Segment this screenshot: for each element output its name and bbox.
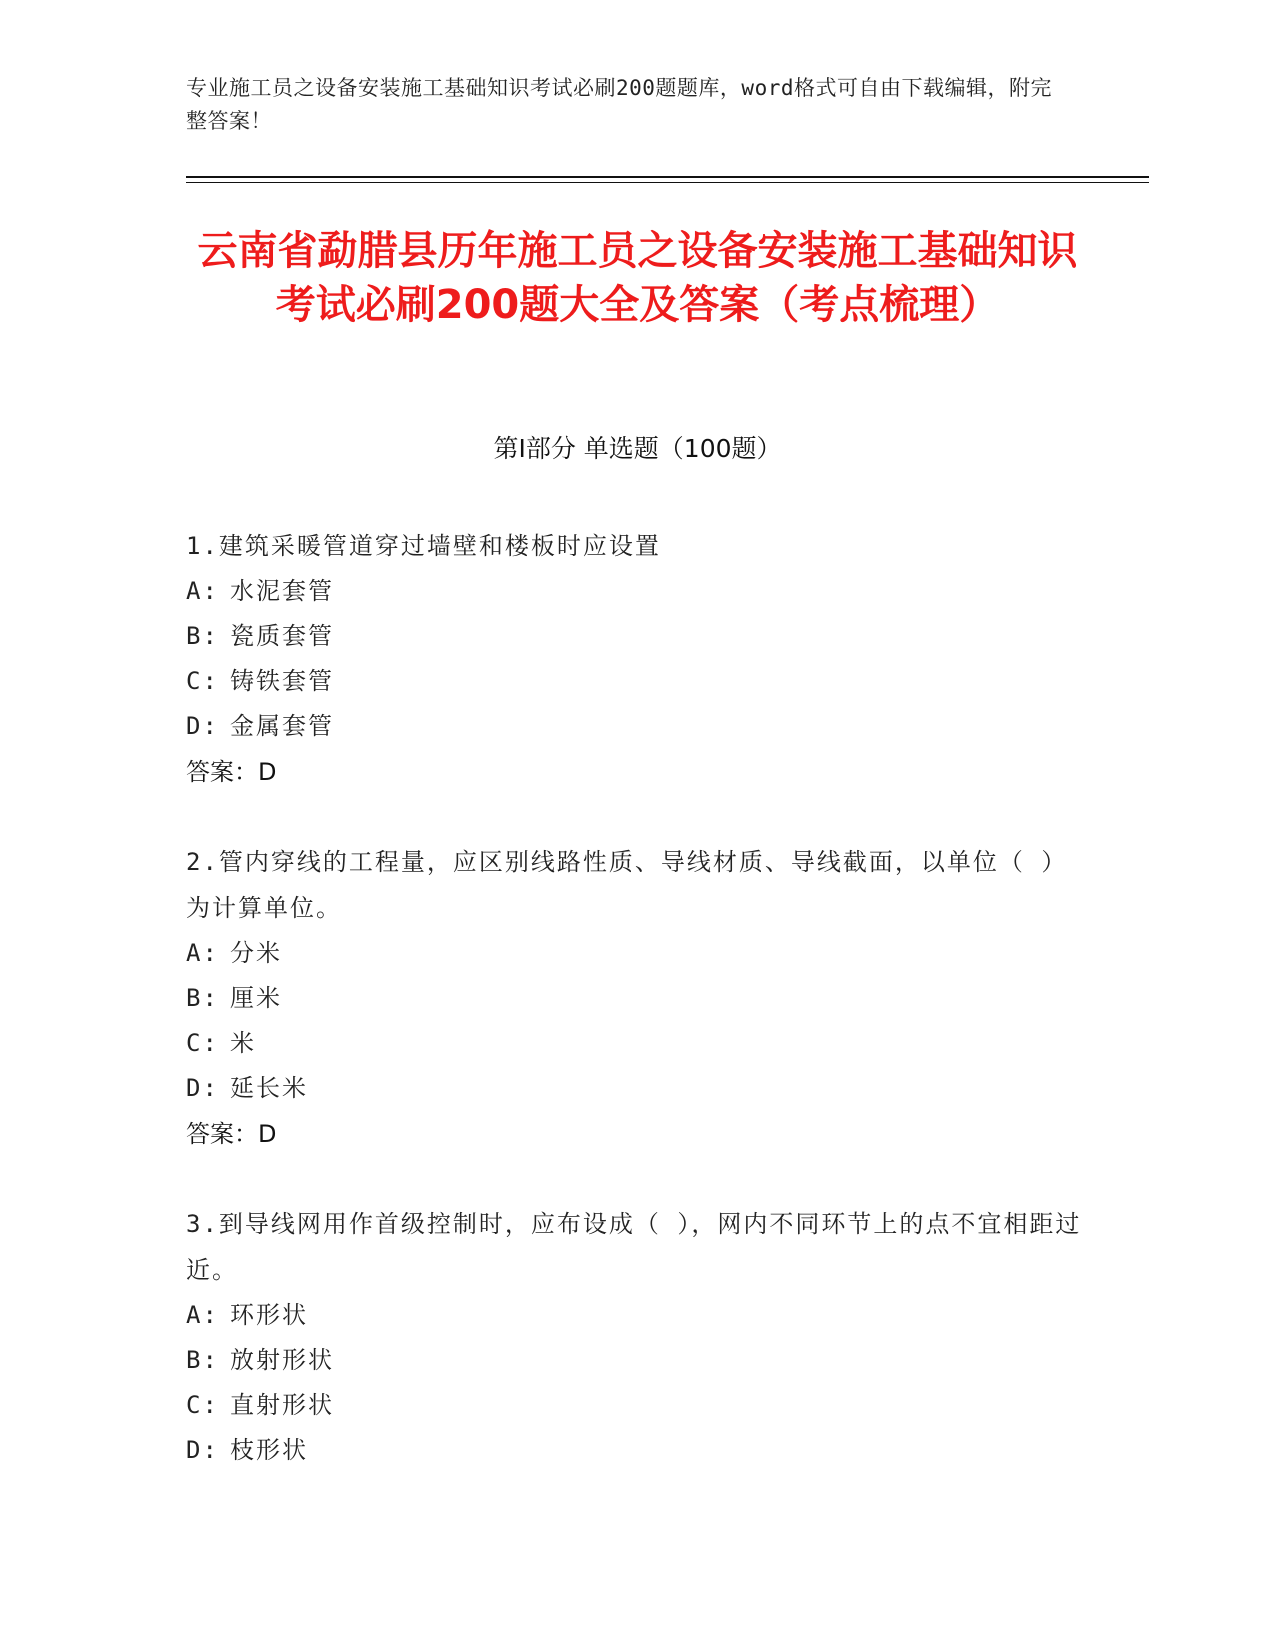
option-letter: A: [186, 939, 219, 967]
question-stem: 3.到导线网用作首级控制时，应布设成（ ），网内不同环节上的点不宜相距过近。 [186, 1210, 1082, 1284]
option-b [186, 976, 1086, 1021]
option-c [186, 1383, 1086, 1428]
option-d [186, 1066, 1086, 1111]
option-b [186, 614, 1086, 659]
answer: 答案：D [186, 1120, 277, 1148]
option-letter: D: [186, 1074, 219, 1102]
option-text: 放射形状 [230, 1346, 334, 1374]
option-c [186, 1021, 1086, 1066]
option-a [186, 931, 1086, 976]
question-stem: 2.管内穿线的工程量，应区别线路性质、导线材质、导线截面，以单位（ ）为计算单位。 [186, 848, 1068, 922]
header-divider-thin [186, 182, 1149, 183]
option-c [186, 659, 1086, 704]
option-letter: B: [186, 984, 219, 1012]
option-text: 米 [230, 1029, 256, 1057]
option-letter: C: [186, 667, 219, 695]
document-title: 云南省勐腊县历年施工员之设备安装施工基础知识考试必刷200题大全及答案（考点梳理） [197, 228, 1078, 328]
question-stem: 1.建筑采暖管道穿过墙壁和楼板时应设置 [186, 532, 661, 560]
option-text: 厘米 [230, 984, 282, 1012]
option-text: 枝形状 [230, 1436, 308, 1464]
header-divider-thick [186, 176, 1149, 178]
option-text: 瓷质套管 [230, 622, 334, 650]
question-3 [186, 1201, 1086, 1473]
option-letter: A: [186, 577, 219, 605]
option-letter: D: [186, 1436, 219, 1464]
option-text: 直射形状 [230, 1391, 334, 1419]
option-a [186, 1293, 1086, 1338]
question-1 [186, 523, 1086, 795]
option-b [186, 1338, 1086, 1383]
question-2 [186, 839, 1086, 1157]
option-d [186, 1428, 1086, 1473]
option-text: 水泥套管 [230, 577, 334, 605]
option-letter: B: [186, 1346, 219, 1374]
option-d [186, 704, 1086, 749]
answer: 答案：D [186, 758, 277, 786]
option-letter: B: [186, 622, 219, 650]
option-letter: D: [186, 712, 219, 740]
option-a [186, 569, 1086, 614]
option-text: 环形状 [230, 1301, 308, 1329]
option-text: 金属套管 [230, 712, 334, 740]
section-title: 第Ⅰ部分 单选题（100题） [493, 434, 782, 463]
question-list [186, 523, 1086, 1517]
option-letter: C: [186, 1029, 219, 1057]
option-text: 铸铁套管 [230, 667, 334, 695]
option-text: 分米 [230, 939, 282, 967]
option-text: 延长米 [230, 1074, 308, 1102]
option-letter: A: [186, 1301, 219, 1329]
header-note: 专业施工员之设备安装施工基础知识考试必刷200题题库，word格式可自由下载编辑，附完整答案！ [186, 76, 1052, 133]
option-letter: C: [186, 1391, 219, 1419]
